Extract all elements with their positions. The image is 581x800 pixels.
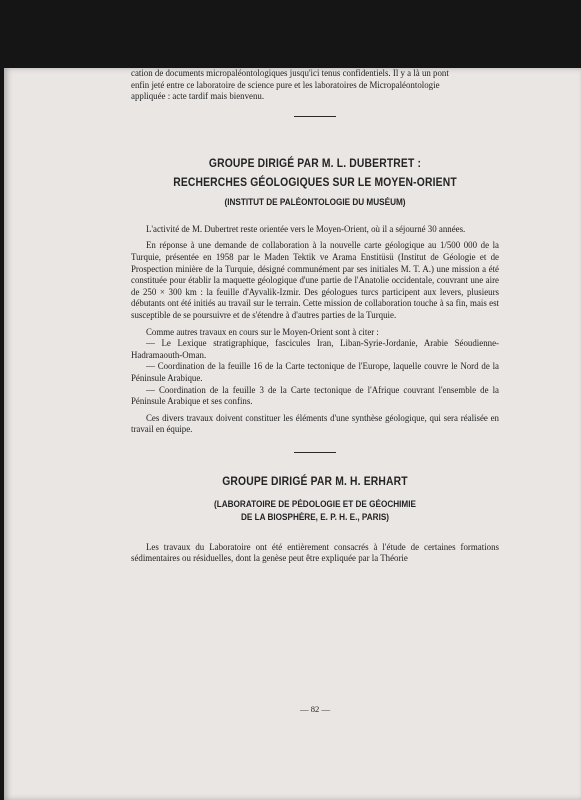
section-divider	[294, 116, 336, 117]
list-item: — Coordination de la feuille 3 de la Carte tectonique de l'Afrique couvrant l'ensemble de la Péninsule Arabique et ses confins.	[131, 384, 499, 407]
section-divider	[294, 452, 336, 453]
section1-paragraph: Ces divers travaux doivent constituer les éléments d'une synthèse géologique, qui sera réalisée en travail en équipe.	[131, 412, 499, 435]
section2-subtitle-line1: (LABORATOIRE DE PÉDOLOGIE ET DE GÉOCHIMIE	[214, 498, 416, 509]
intro-line: cation de documents micropaléontologiques jusqu'ici tenus confidentiels. Il y a là un pont	[131, 68, 449, 78]
intro-line: appliquée : acte tardif mais bienvenu.	[131, 91, 265, 102]
page-body	[131, 68, 499, 565]
section1-subtitle: (INSTITUT DE PALÉONTOLOGIE DU MUSÉUM)	[224, 196, 406, 207]
section1-paragraph: L'activité de M. Dubertret reste orientée vers le Moyen-Orient, où il a séjourné 30 années.	[146, 223, 466, 234]
section1-title-line2: RECHERCHES GÉOLOGIQUES SUR LE MOYEN-ORIENT	[173, 174, 457, 189]
section2-paragraph: Les travaux du Laboratoire ont été entièrement consacrés à l'étude de certaines formations sédimentaires ou résiduelles, dont la genèse peut être expliquée par la Théorie	[131, 541, 499, 564]
list-item: — Le Lexique stratigraphique, fascicules Iran, Liban-Syrie-Jordanie, Arabie Séoudienne-Hadramaouth-Oman.	[131, 338, 499, 360]
list-item: — Coordination de la feuille 16 de la Carte tectonique de l'Europe, laquelle couvre le Nord de la Péninsule Arabique.	[131, 361, 499, 383]
section1-paragraph: En réponse à une demande de collaboration à la nouvelle carte géologique au 1/500 000 de la Turquie, présentée en 1958 par le Maden Tektik ve Arama Enstitüsü (Institut de Géologie et de Prospection minière de la Turquie, désigné communément par ses initiales M. T. A.) une mission a été constituée pour établir la maquette géologique d'une partie de l'Anatolie occidentale, couvrant une aire de 250 × 300 km : la feuille d'Ayvalik-Izmir. Des géologues turcs participent aux levers, plusieurs débutants ont été initiés au travail sur le terrain. Cette mission de collaboration touche à sa fin, mais est susceptible de se poursuivre et de s'étendre à d'autres parties de la Turquie.	[131, 240, 499, 320]
section1-paragraph: Comme autres travaux en cours sur le Moyen-Orient sont à citer :	[146, 326, 379, 337]
intro-line: enfin jeté entre ce laboratoire de science pure et les laboratoires de Micropaléontologie	[131, 79, 440, 90]
page-number: — 82 —	[299, 704, 331, 714]
section2-title: GROUPE DIRIGÉ PAR M. H. ERHART	[222, 473, 408, 488]
section2-subtitle-line2: DE LA BIOSPHÈRE, E. P. H. E., PARIS)	[240, 511, 390, 522]
section1-title-line1: GROUPE DIRIGÉ PAR M. L. DUBERTRET :	[208, 155, 422, 170]
